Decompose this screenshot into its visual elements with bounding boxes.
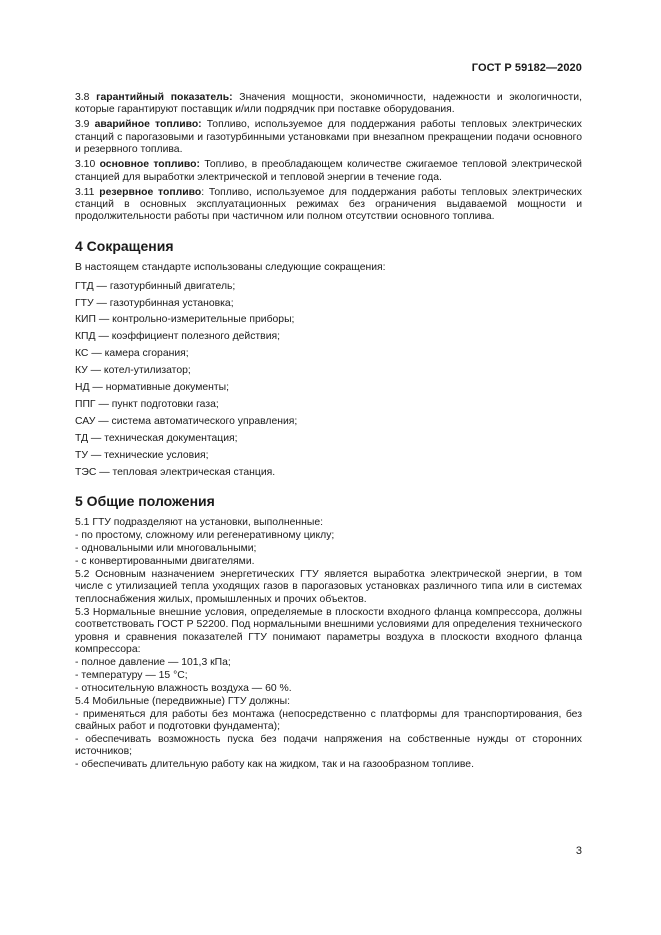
abbreviation-item: ППГ — пункт подготовки газа; (75, 399, 219, 410)
definition-3-10 (75, 159, 582, 184)
definition-number: 3.10 (75, 159, 96, 171)
abbreviations-list (75, 281, 582, 479)
definition-3-8 (75, 92, 582, 117)
abbreviation-item: ГТД — газотурбинный двигатель; (75, 280, 236, 292)
section-4-intro: В настоящем стандарте использованы следующие сокращения: (75, 262, 386, 274)
list-item: - обеспечивать возможность пуска без подачи напряжения на собственные нужды от сторонних источников; (75, 733, 582, 758)
abbreviation-item: САУ — система автоматического управления; (75, 415, 298, 427)
definition-number: 3.9 (75, 119, 90, 131)
definition-text: Топливо, используемое для поддержания работы тепловых электрических станций с парогазовыми и газотурбинными установками при внезапном прекращении подачи основного и резервного топлива. (75, 119, 583, 156)
definition-term: резервное топливо (99, 186, 202, 198)
paragraph-5-2: 5.2 Основным назначением энергетических ГТУ является выработка электрической энергии, в том числе с утилизацией тепла уходящих газов в парогазовых установках различного типа или в системах теплоснабжения жилых, промышленных и прочих объектов. (75, 569, 582, 605)
definition-number: 3.8 (75, 92, 90, 103)
paragraph-5-4: 5.4 Мобильные (передвижные) ГТУ должны: (75, 695, 291, 707)
definition-3-11 (75, 187, 582, 224)
list-item: - температуру — 15 °С; (75, 669, 188, 681)
page-content (75, 92, 582, 772)
list-item: - относительную влажность воздуха — 60 %. (75, 682, 292, 694)
abbreviation-item: ТЭС — тепловая электрическая станция. (75, 466, 276, 478)
section-5-title: 5 Общие положения (75, 493, 215, 510)
list-item: - по простому, сложному или регенеративному циклу; (75, 530, 335, 542)
abbreviation-item: НД — нормативные документы; (75, 382, 230, 394)
abbreviation-item: ТД — техническая документация; (75, 432, 238, 444)
document-id: ГОСТ Р 59182—2020 (471, 62, 582, 74)
abbreviation-item: КУ — котел-утилизатор; (75, 365, 191, 377)
abbreviation-item: КПД — коэффициент полезного действия; (75, 331, 281, 343)
definition-term: аварийное топливо: (94, 119, 202, 131)
list-item: - полное давление — 101,3 кПа; (75, 656, 231, 668)
definition-term: основное топливо: (99, 159, 200, 171)
list-item: - обеспечивать длительную работу как на жидком, так и на газообразном топливе. (75, 759, 474, 771)
abbreviation-item: КИП — контрольно-измерительные приборы; (75, 314, 295, 326)
paragraph-5-3: 5.3 Нормальные внешние условия, определяемые в плоскости входного фланца компрессора, должны соответствовать ГОСТ Р 52200. Под нормальными внешними условиями для определения технического уровня и сравнения показателей ГТУ понимают параметры воздуха в плоскости входного фланца компрессора: (75, 606, 582, 655)
definition-text: : Топливо, используемое для поддержания работы тепловых электрических станций в основных эксплуатационных режимах без ограничения выдаваемой мощности и продолжительности работы при частичном или полном отсутствии основного топлива. (75, 186, 583, 223)
list-item: - с конвертированными двигателями. (75, 556, 255, 568)
abbreviation-item: ТУ — технические условия; (75, 449, 209, 461)
section-4-title: 4 Сокращения (75, 237, 174, 254)
abbreviation-item: КС — камера сгорания; (75, 348, 189, 360)
list-item: - одновальными или многовальными; (75, 543, 257, 555)
paragraph-5-1: 5.1 ГТУ подразделяют на установки, выполненные: (75, 517, 324, 529)
abbreviation-item: ГТУ — газотурбинная установка; (75, 297, 234, 309)
definition-3-9 (75, 119, 582, 156)
definition-text: Значения мощности, экономичности, надежности и экологичности, которые гарантируют поставщик и/или подрядчик при поставке оборудования. (75, 92, 582, 116)
page-number: 3 (575, 845, 582, 857)
definition-text: Топливо, в преобладающем количестве сжигаемое тепловой электрической станцией для выработки электрической и тепловой энергии в течение года. (75, 159, 582, 183)
list-item: - применяться для работы без монтажа (непосредственно с платформы для транспортирования, без свайных работ и подготовки фундамента); (75, 708, 582, 732)
definition-term: гарантийный показатель: (96, 92, 233, 103)
definition-number: 3.11 (75, 186, 95, 198)
